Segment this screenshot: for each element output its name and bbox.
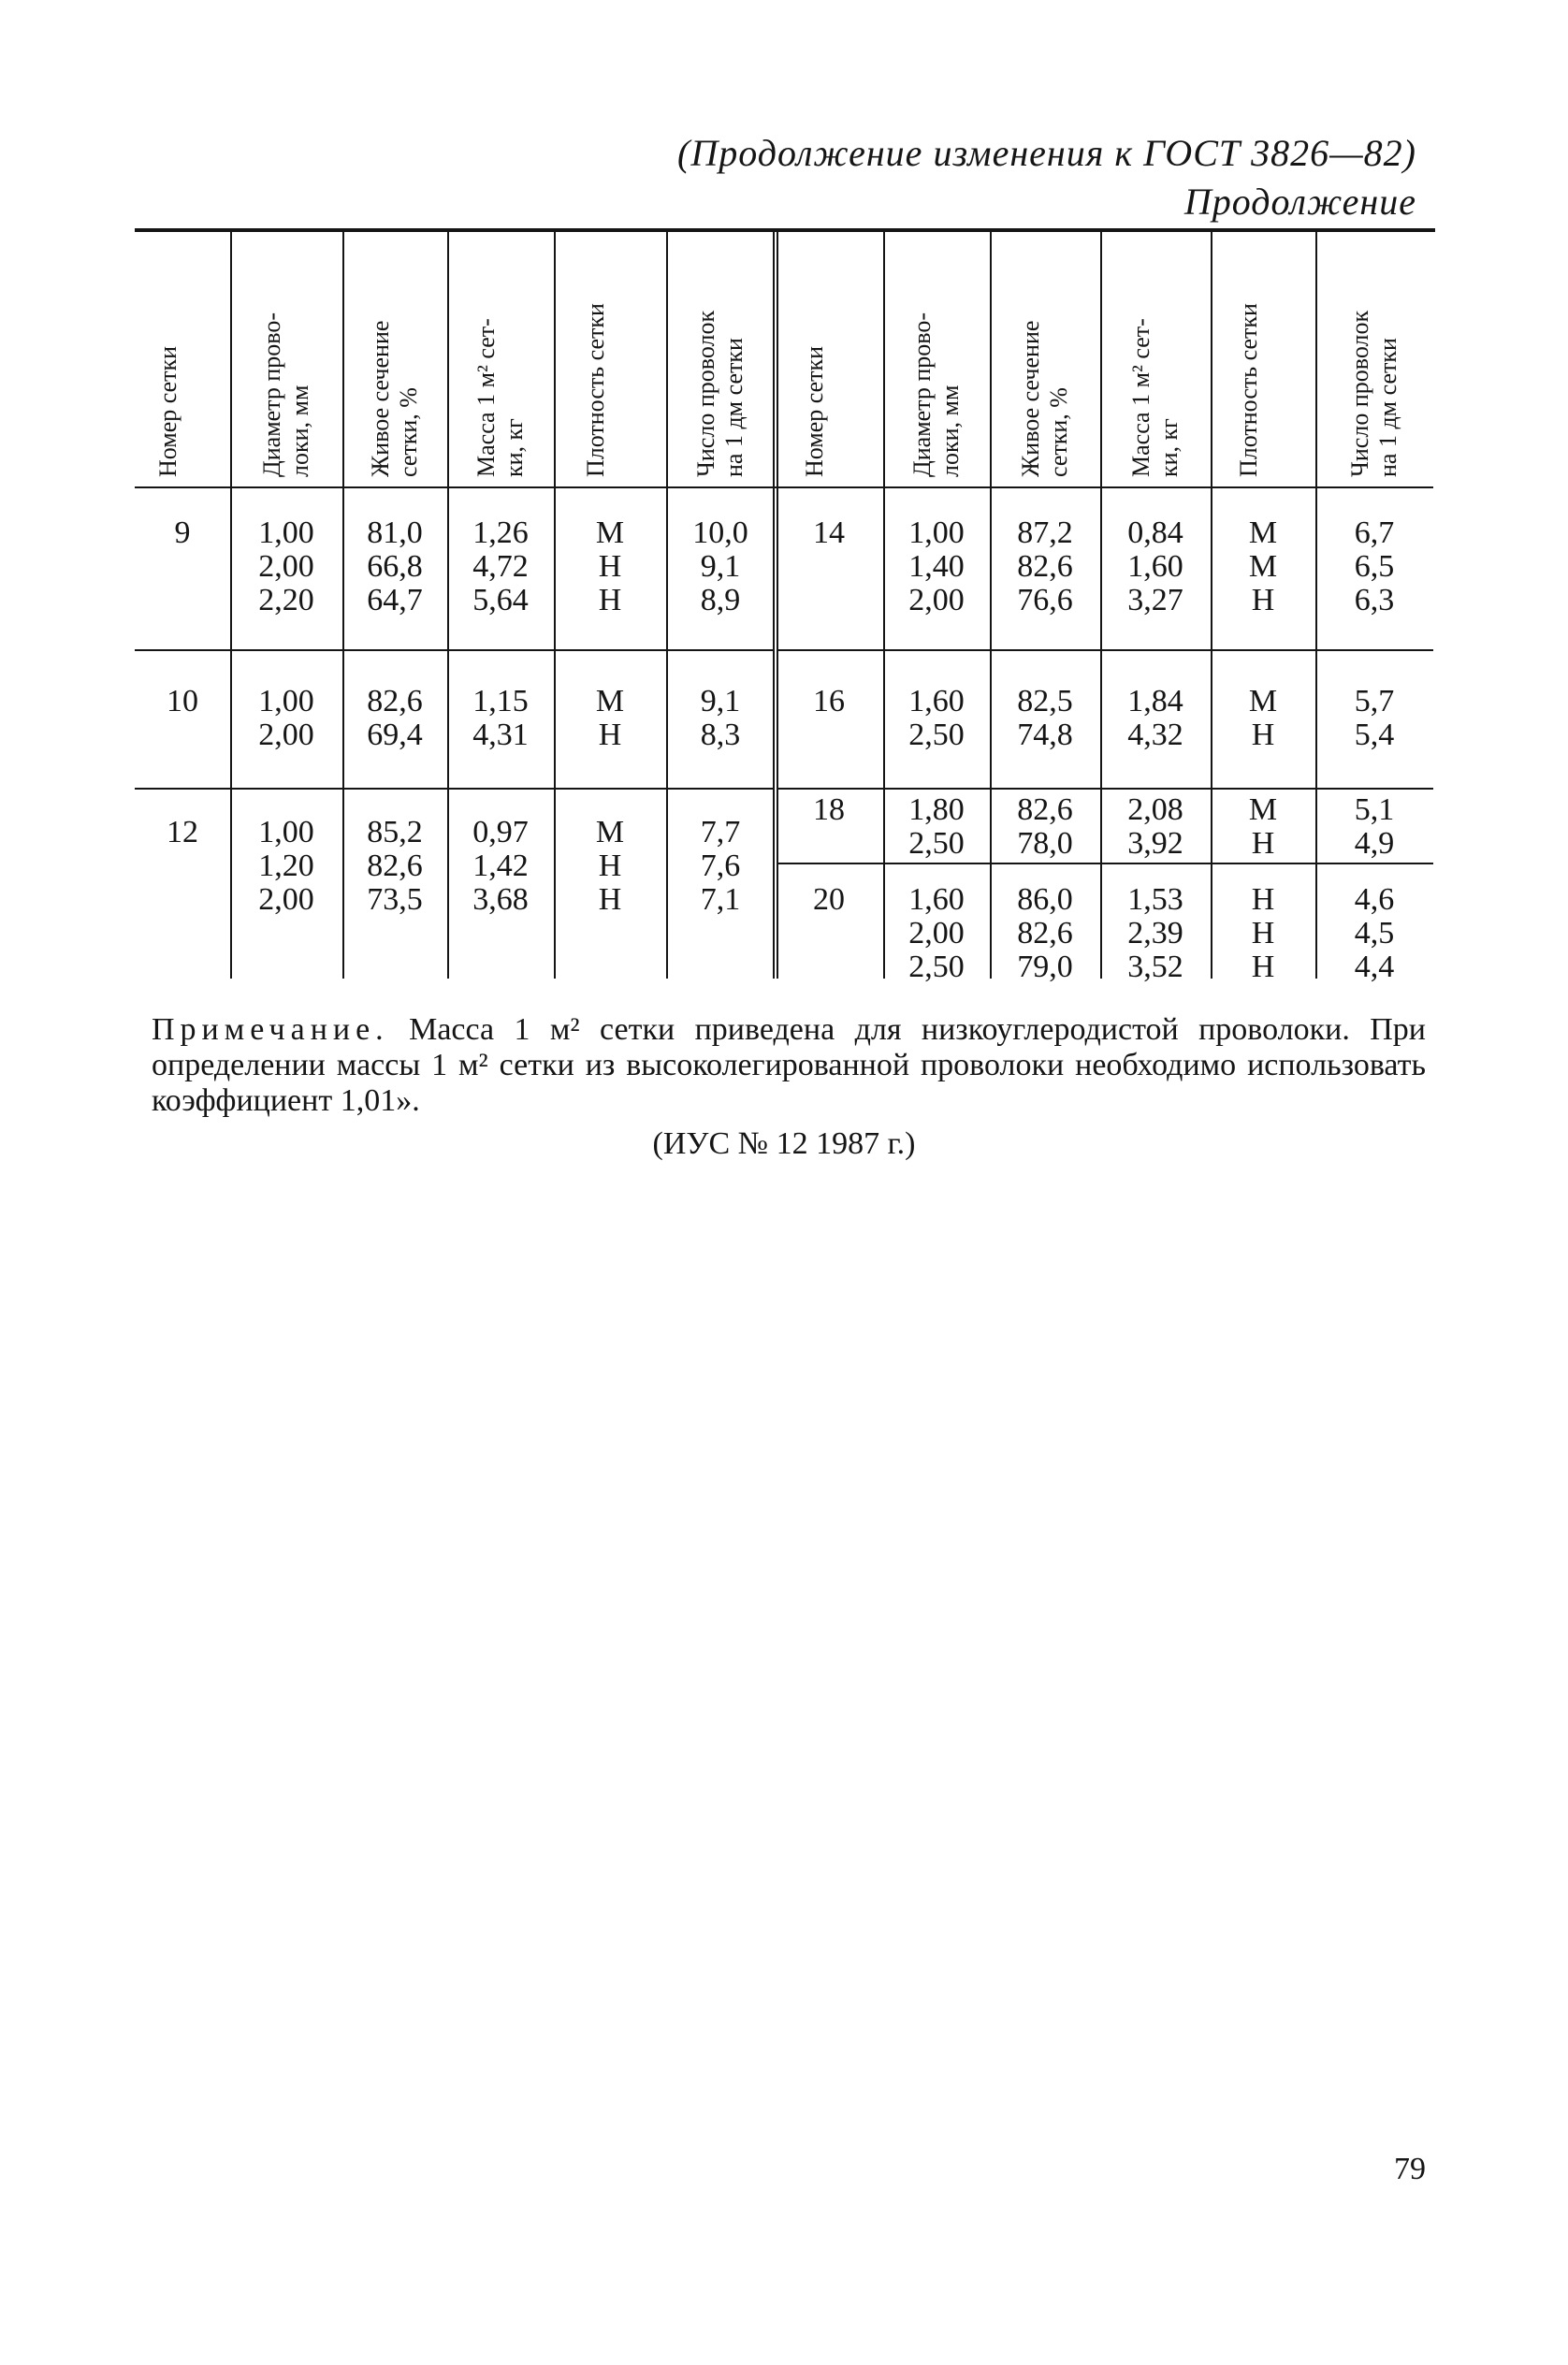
sieve-number: 20 [813,882,845,917]
table-cell: 4,6 4,5 4,4 [1354,882,1395,984]
page-header-title: (Продолжение изменения к ГОСТ 3826—82) [677,132,1416,174]
table-cell: 5,7 5,4 [1354,684,1395,752]
table-cell: 1,60 2,50 [908,684,965,752]
sieve-number: 10 [167,684,198,718]
table-cell: 82,6 69,4 [367,684,423,752]
sieve-number: 18 [813,792,845,827]
table-note [152,1012,1426,1119]
row-divider [135,788,775,790]
table-cell: 82,6 78,0 [1017,792,1073,861]
table-cell: 1,00 2,00 [258,684,314,752]
table-cell: 82,5 74,8 [1017,684,1073,752]
column-header: Живое сечение сетки, % [1017,320,1072,477]
table-cell: 0,97 1,42 3,68 [472,815,529,917]
note-text: Масса 1 м² сетки приведена для низкоуглеродистой проволоки. При определении массы 1 м² сетки из высоколегированной проволоки необходимо использовать коэффициент 1,01». [152,1012,1426,1118]
column-divider [777,232,778,979]
column-header: Число проволок на 1 дм сетки [1346,310,1401,477]
row-divider [778,788,1433,790]
table-cell: 87,2 82,6 76,6 [1017,515,1073,617]
table-cell: 81,0 66,8 64,7 [367,515,423,617]
table-cell: 1,00 1,20 2,00 [258,815,314,917]
source-reference: (ИУС № 12 1987 г.) [652,1126,916,1161]
table-cell: 7,7 7,6 7,1 [700,815,741,917]
column-header: Номер сетки [154,345,181,477]
sieve-number: 9 [174,515,191,550]
page-number: 79 [1394,2152,1426,2186]
table-cell: М М Н [1248,515,1278,617]
table-cell: 1,00 1,40 2,00 [908,515,965,617]
table-cell: 86,0 82,6 79,0 [1017,882,1073,984]
column-header: Живое сечение сетки, % [367,320,422,477]
column-header: Диаметр прово- локи, мм [258,312,313,477]
table-cell: М Н Н [595,515,625,617]
table-cell: Н Н Н [1251,882,1275,984]
column-header: Диаметр прово- локи, мм [908,312,964,477]
table-cell: М Н [1248,684,1278,752]
table-cell: 1,84 4,32 [1127,684,1183,752]
row-divider [778,649,1433,651]
sieve-number: 14 [813,515,845,550]
table-cell: 9,1 8,3 [700,684,741,752]
column-header: Число проволок на 1 дм сетки [692,310,748,477]
table-cell: М Н [1248,792,1278,861]
table-cell: 5,1 4,9 [1354,792,1395,861]
table-cell: 1,15 4,31 [472,684,529,752]
row-divider [135,649,775,651]
table-cell: М Н Н [595,815,625,917]
sieve-number: 16 [813,684,845,718]
table-cell: 2,08 3,92 [1127,792,1183,861]
column-header: Масса 1 м² сет- ки, кг [1127,318,1183,477]
page-header-subtitle: Продолжение [1183,181,1416,223]
table-cell: 1,00 2,00 2,20 [258,515,314,617]
table-cell: М Н [595,684,625,752]
column-header: Плотность сетки [1235,303,1262,477]
table-cell: 10,0 9,1 8,9 [692,515,748,617]
sieve-number: 12 [167,815,198,849]
table-cell: 1,26 4,72 5,64 [472,515,529,617]
table-cell: 0,84 1,60 3,27 [1127,515,1183,617]
table-cell: 1,53 2,39 3,52 [1127,882,1183,984]
column-header: Масса 1 м² сет- ки, кг [472,318,528,477]
column-header: Плотность сетки [582,303,609,477]
table-cell: 1,60 2,00 2,50 [908,882,965,984]
table-cell: 6,7 6,5 6,3 [1354,515,1395,617]
header-bottom-rule [135,486,1433,488]
row-divider [778,863,1433,864]
column-header: Номер сетки [801,345,828,477]
table-cell: 85,2 82,6 73,5 [367,815,423,917]
note-label: Примечание. [152,1012,389,1047]
table-cell: 1,80 2,50 [908,792,965,861]
table-top-rule [135,228,1435,232]
